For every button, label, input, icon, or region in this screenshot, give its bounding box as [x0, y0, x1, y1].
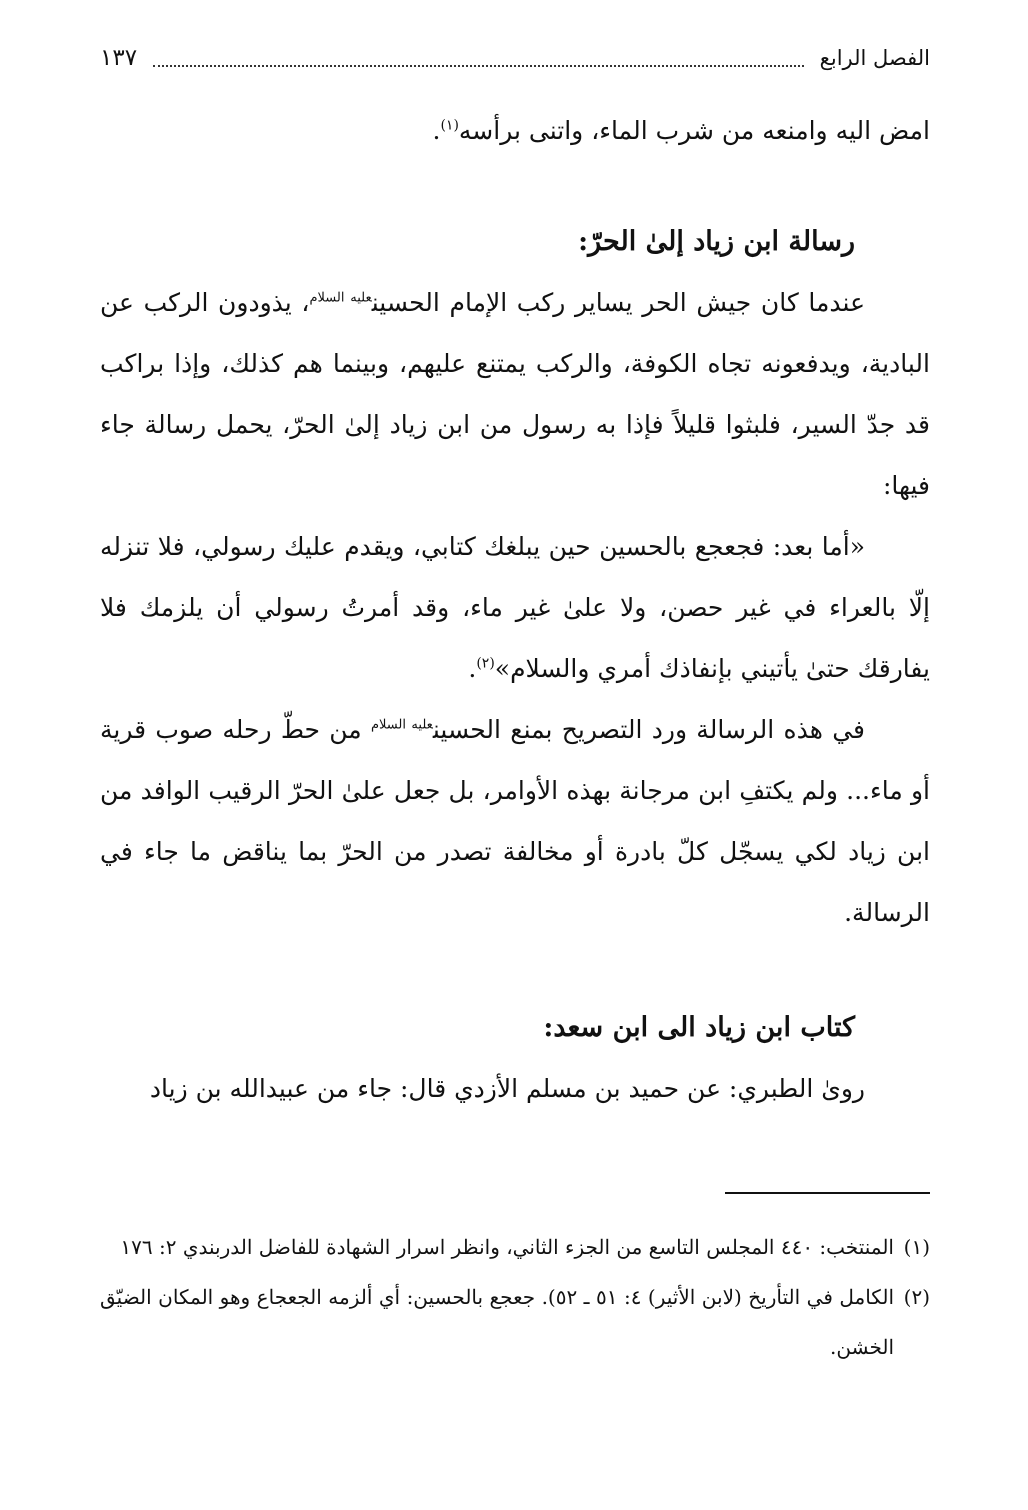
honorific-glyph: عليه السلام [309, 290, 372, 306]
book-page [100, 0, 930, 1510]
paragraph-1-text: امض اليه وامنعه من شرب الماء، واتنى برأسه [458, 116, 930, 145]
footnote-2-text: الكامل في التأريخ (لابن الأثير) ٤: ٥١ ـ ٥٢). جعجع بالحسين: أي ألزمه الجعجاع وهو المكان الضيّق الخشن. [100, 1285, 894, 1359]
chapter-title: الفصل الرابع [819, 46, 930, 70]
paragraph-2-text-b: ، يذودون الركب عن البادية، ويدفعونه تجاه الكوفة، والركب يمتنع عليهم، وبينما هم كذلك، وإذا براكب قد جدّ السير، فلبثوا قليلاً فإذا به رسول من ابن زياد إلىٰ الحرّ، يحمل رسالة جاء فيها: [100, 288, 930, 500]
footnote-ref-2: (٢) [476, 655, 495, 672]
footnote-1 [100, 1222, 930, 1272]
footnotes [100, 1222, 930, 1372]
paragraph-3-end: . [468, 654, 477, 683]
paragraph-2-text-a: عندما كان جيش الحر يساير ركب الإمام الحسين [371, 288, 865, 317]
footnote-separator [725, 1192, 930, 1194]
dot-leader [153, 49, 804, 67]
heading-letter-to-ibn-saad: كتاب ابن زياد الى ابن سعد: [543, 1012, 855, 1043]
paragraph-1-end: . [432, 116, 441, 145]
paragraph-2 [100, 272, 930, 516]
footnote-1-number: (١) [903, 1235, 930, 1259]
page-number: ١٣٧ [100, 45, 138, 71]
section-heading-1 [100, 222, 930, 262]
footnote-ref-1: (١) [440, 117, 459, 134]
paragraph-5 [100, 1058, 930, 1119]
paragraph-1 [100, 100, 930, 161]
footnote-2 [100, 1272, 930, 1372]
section-heading-2 [100, 1008, 930, 1048]
running-head [100, 38, 930, 78]
honorific-glyph: عليه السلام [370, 717, 433, 733]
paragraph-4-text-b: من حطّ رحله صوب قرية أو ماء... ولم يكتفِ ابن مرجانة بهذه الأوامر، بل جعل علىٰ الحرّ الرقيب الوافد من ابن زياد لكي يسجّل كلّ بادرة أو مخالفة تصدر من الحرّ بما يناقض ما جاء في الرسالة. [100, 715, 930, 927]
paragraph-4 [100, 699, 930, 943]
paragraph-3-quote [100, 516, 930, 699]
footnote-1-text: المنتخب: ٤٤٠ المجلس التاسع من الجزء الثاني، وانظر اسرار الشهادة للفاضل الدربندي ٢: ١٧٦ [120, 1235, 894, 1259]
paragraph-3-text: «أما بعد: فجعجع بالحسين حين يبلغك كتابي، ويقدم عليك رسولي، فلا تنزله إلّا بالعراء في غير حصن، ولا علىٰ غير ماء، وقد أمرتُ رسولي أن يلزمك فلا يفارقك حتىٰ يأتيني بإنفاذك أمري والسلام» [100, 532, 930, 683]
footnote-2-number: (٢) [903, 1285, 930, 1309]
paragraph-5-text: روىٰ الطبري: عن حميد بن مسلم الأزدي قال: جاء من عبيدالله بن زياد [149, 1074, 865, 1103]
heading-letter-to-hurr: رسالة ابن زياد إلىٰ الحرّ: [578, 226, 855, 257]
paragraph-4-text-a: في هذه الرسالة ورد التصريح بمنع الحسين [432, 715, 865, 744]
